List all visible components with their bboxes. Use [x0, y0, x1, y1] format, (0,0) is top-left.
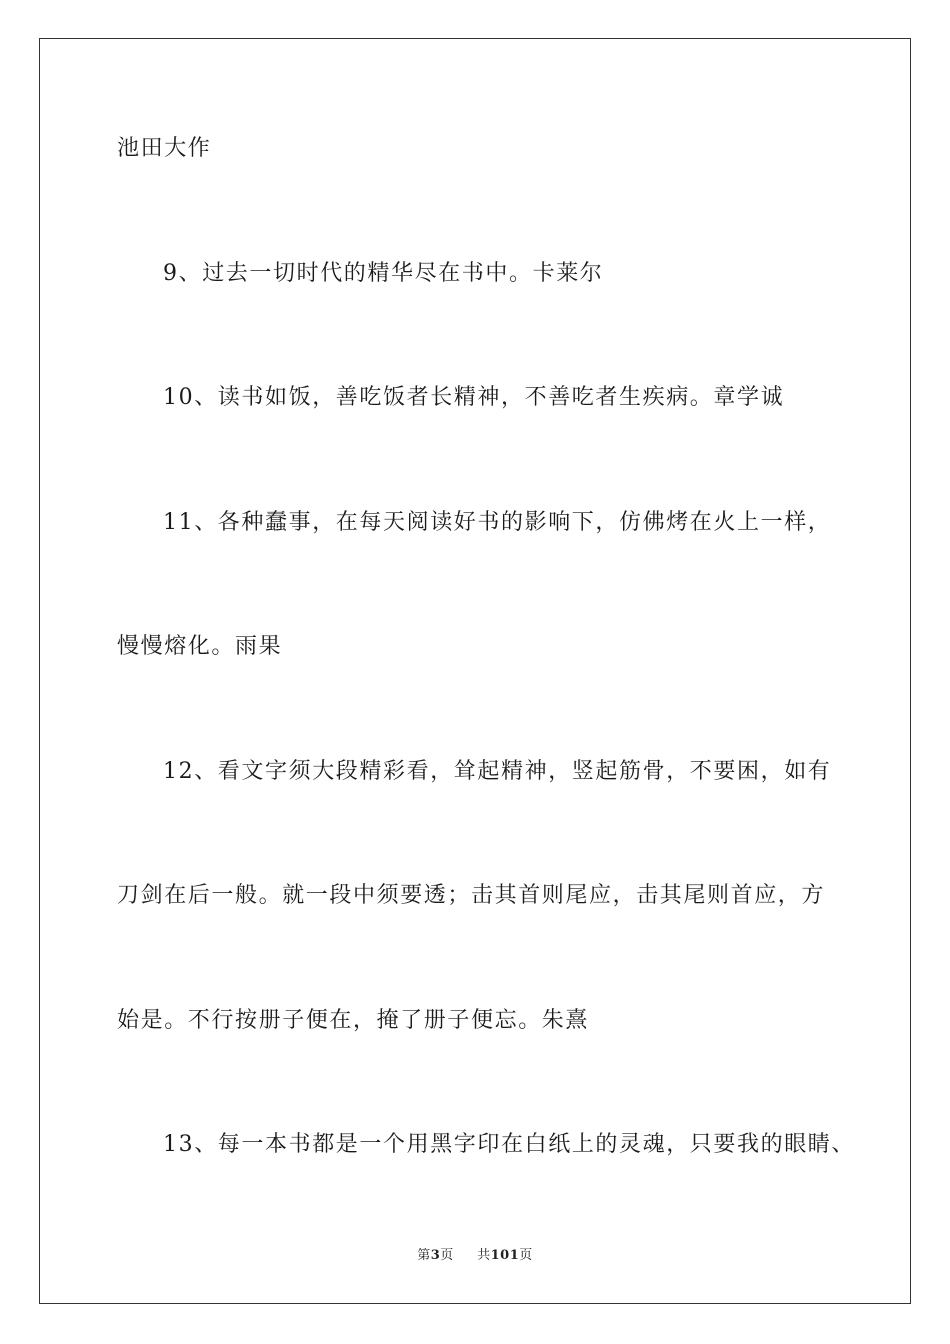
footer-page-number: 3 [430, 1248, 441, 1263]
quote-12-line-3: 始是。不行按册子便在，掩了册子便忘。朱熹 [117, 1008, 590, 1033]
quote-13-line-1: 13、每一本书都是一个用黑字印在白纸上的灵魂，只要我的眼睛、 [163, 1132, 855, 1157]
page-footer [0, 1246, 950, 1266]
footer-page-prefix: 第 [417, 1248, 431, 1263]
footer-total-prefix: 共 [477, 1248, 491, 1263]
quote-12-line-1: 12、看文字须大段精彩看，耸起精神，竖起筋骨，不要困，如有 [163, 759, 832, 784]
quote-11-line-1: 11、各种蠢事，在每天阅读好书的影响下，仿佛烤在火上一样， [163, 510, 832, 535]
footer-page-suffix: 页 [440, 1248, 454, 1263]
quote-9: 9、过去一切时代的精华尽在书中。卡莱尔 [163, 261, 604, 286]
quote-12-line-2: 刀剑在后一般。就一段中须要透；击其首则尾应，击其尾则首应，方 [117, 883, 826, 908]
footer-total-suffix: 页 [519, 1248, 533, 1263]
quote-11-line-2: 慢慢熔化。雨果 [117, 634, 283, 659]
quote-10: 10、读书如饭，善吃饭者长精神，不善吃者生疾病。章学诚 [163, 385, 785, 410]
page-border [39, 38, 911, 1304]
footer-total-pages: 101 [490, 1248, 520, 1263]
text-line-1: 池田大作 [117, 136, 212, 161]
